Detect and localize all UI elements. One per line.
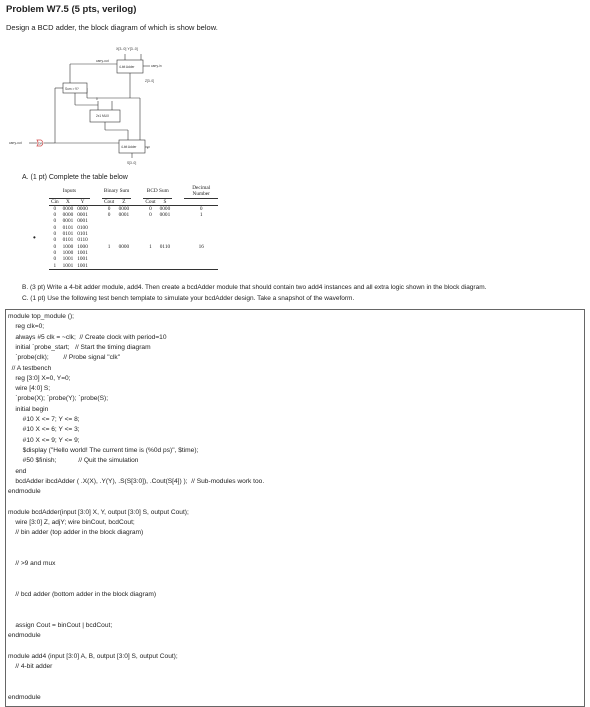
table-cell: 0 [53,205,57,212]
code-line: end [8,467,27,475]
table-cell [143,263,157,270]
table-cell: 0000 [118,205,130,212]
table-cell: 0 [149,205,152,212]
table-cell [102,263,117,270]
table-cell: 1000 [77,243,88,250]
code-line: // A testbench [8,364,52,372]
problem-title: Problem W7.5 (5 pts, verilog) [6,4,137,15]
table-cell: 0101 [62,237,74,244]
code-line: // 4-bit adder [8,663,53,671]
code-line: endmodule [8,632,41,640]
code-line: module add4 (input [3:0] A, B, output [3:0] S, output Cout); [8,652,178,660]
binary-cout-header: Cout [102,198,117,205]
table-cell: 0001 [77,218,88,225]
code-line: #10 X <= 9; Y <= 9; [8,436,80,444]
table-cell: 16 [198,243,204,250]
table-cell: 0 [107,212,111,219]
code-line: module bcdAdder(input [3:0] X, Y, output [3:0] S, output Cout); [8,508,189,516]
table-cell: 0001 [77,212,88,219]
s-label: S[3..0] [127,161,137,165]
y-header: Y [75,198,90,205]
bcd-cout-header: Cout [145,198,156,205]
final-carry-label: carry-out [9,141,22,145]
table-cell [116,263,131,270]
table-cell: 1 [149,243,152,250]
table-cell [158,263,173,270]
sum-gt-9-label: Sum > 9? [65,87,79,91]
code-line: always #5 clk = ~clk; // Create clock with period=10 [8,333,167,341]
mux-label: 2x1 MUX [96,114,110,118]
table-cell: 0 [53,224,57,231]
table-cell: 0000 [159,205,171,212]
s-header: S [158,198,173,205]
table-cell: 1001 [77,249,88,256]
table-cell [184,263,218,270]
cin-header: Cin [51,198,59,205]
table-cell: 0 [107,205,111,212]
table-cell: 0 [53,243,57,250]
zero-label: 0 [96,97,98,101]
code-line: endmodule [8,694,41,702]
bcd-adder-block-diagram [0,40,200,170]
table-cell: 1 [49,263,61,270]
code-line: assign Cout = binCout | bcdCout; [8,622,113,629]
table-cell: 0100 [77,224,88,231]
table-cell: 1 [107,243,111,250]
table-row [49,205,218,212]
table-cell: 0000 [118,243,130,250]
code-line: initial `probe_start; // Start the timing diagram [8,343,151,351]
table-cell: 0 [53,256,57,263]
table-cell: 0001 [118,212,130,219]
table-cell: 0 [199,205,203,212]
truth-table [49,185,218,270]
code-line: endmodule [8,488,41,496]
code-line: reg clk=0; [8,323,45,331]
z-header: Z [116,198,131,205]
table-cell: 1000 [62,243,74,250]
code-line: // >9 and mux [8,560,56,568]
table-cell: 1001 [62,256,74,263]
table-cell: 0 [149,212,152,219]
code-line: initial begin [8,405,49,413]
part-c-text: C. (1 pt) Use the following test bench template to simulate your bcdAdder design. Take a snapshot of the waveform. [22,295,355,302]
part-a-label: A. (1 pt) Complete the table below [22,174,128,181]
code-block [5,309,585,707]
code-line: bcdAdder ibcdAdder ( .X(X), .Y(Y), .S(S[3:0]), .Cout(S[4]) ); // Sub-modules work too. [8,477,265,485]
svg-text:•: • [147,145,149,150]
table-cell: 0000 [77,205,88,212]
code-line: #50 $finish; // Quit the simulation [8,457,139,465]
code-line: #10 X <= 7; Y <= 8; [8,416,80,423]
code-line: wire [4:0] S; [8,385,51,393]
table-cell: 0 [53,249,57,256]
table-cell: 0101 [62,231,74,238]
code-line: // bcd adder (bottom adder in the block diagram) [8,591,157,599]
code-line: $display ("Hello world! The current time is (%0d ps)", $time); [8,446,199,454]
table-cell: 0001 [62,218,74,225]
bottom-adder-label: 4-bit Adder [121,145,137,149]
table-cell: 1001 [77,262,88,269]
table-cell: 0000 [62,212,74,219]
table-cell: 0101 [62,224,74,231]
carry-in-label: carry-in [151,64,162,68]
carry-out-label: carry-out [96,59,109,63]
z-label: Z[3..0] [145,79,155,83]
code-line: `probe(clk); // Probe signal "clk" [8,354,121,362]
table-cell: 0000 [62,205,74,212]
code-line: #10 X <= 6; Y <= 3; [8,426,80,434]
x-header: X [61,198,76,205]
table-cell: 0 [53,218,57,225]
bcd-sum-header: BCD Sum [143,185,172,198]
code-line: reg [3:0] X=0, Y=0; [8,374,71,382]
table-cell: 0 [53,212,57,219]
or-label: OR [38,141,43,146]
table-cell: 0110 [77,237,88,244]
top-inputs-label: X[3..0] Y[3..0] [116,47,138,51]
bullet-marker: • [33,233,36,242]
table-cell: 1 [199,212,203,219]
inputs-header: Inputs [49,185,90,198]
part-b-text: B. (3 pt) Write a 4-bit adder module, add4. Then create a bcdAdder module that should contain two add4 instances and all extra logic shown in the block diagram. [22,284,487,291]
problem-intro: Design a BCD adder, the block diagram of which is show below. [6,23,218,32]
table-cell: 0101 [77,231,88,238]
binary-sum-header: Binary Sum [102,185,131,198]
table-cell: 0 [53,231,57,238]
table-cell: 0 [53,237,57,244]
decimal-header: Decimal Number [184,185,218,198]
code-line: `probe(X); `probe(Y); `probe(S); [8,395,109,403]
table-cell: 0001 [159,212,171,219]
table-cell: 1000 [62,249,74,256]
table-cell: 1001 [77,256,88,263]
code-line: wire [3:0] Z, adjY; wire binCout, bcdCout; [8,519,135,526]
code-line: module top_module (); [8,313,74,320]
table-row [49,263,218,270]
table-cell: 1001 [62,262,74,269]
code-line: // bin adder (top adder in the block diagram) [8,529,144,537]
table-cell: 0110 [159,243,171,250]
top-adder-label: 4-bit Adder [119,65,135,69]
